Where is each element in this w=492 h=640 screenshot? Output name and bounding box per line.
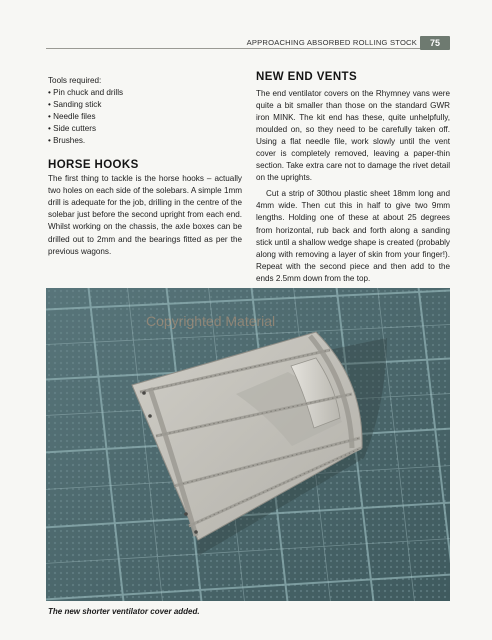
end-vents-paragraph-2: Cut a strip of 30thou plastic sheet 18mm long and 4mm wide. Then cut this in half to give two 9mm lengths. Holding one of these at about 25 degrees from horizontal, rub back and forth along a sanding stick until a shallow wedge shape is created (probably along with removing a layer of skin from your finger!). Repeat with the second piece and then add to the ends 2.5mm down from the top. bbox=[256, 189, 450, 283]
left-column bbox=[48, 75, 242, 258]
ventilator-photo bbox=[46, 288, 450, 601]
horse-hooks-heading: HORSE HOOKS bbox=[48, 159, 139, 172]
end-vents-paragraph-1: The end ventilator covers on the Rhymney vans were quite a bit smaller than those on the standard GWR iron MINK. The kit end has these, quite unhelpfully, moulded on, so they need to be carefully taken off. Using a flat needle file, work slowly until the vent cover is completely removed, leaving a paper-thin section. Take extra care not to damage the rivet detail on the uprights. bbox=[256, 89, 450, 183]
photo-caption: The new shorter ventilator cover added. bbox=[48, 607, 200, 616]
page-number: 75 bbox=[420, 36, 450, 50]
end-vents-heading: NEW END VENTS bbox=[256, 71, 358, 83]
running-title: APPROACHING ABSORBED ROLLING STOCK bbox=[246, 38, 417, 47]
tools-list bbox=[48, 87, 242, 147]
tools-title: Tools required: bbox=[48, 76, 102, 85]
list-item: • Needle files bbox=[48, 112, 96, 122]
list-item: • Pin chuck and drills bbox=[48, 88, 124, 98]
list-item: • Side cutters bbox=[48, 124, 97, 134]
ventilator-photo-illustration bbox=[46, 288, 450, 601]
list-item: • Brushes. bbox=[48, 136, 86, 146]
horse-hooks-paragraph: The first thing to tackle is the horse hooks – actually two holes on each side of the solebars. A simple 1mm drill is adequate for the job, drilling in the centre of the solebar just before the second upright from each end. Whilst working on the chassis, the axle boxes can be drilled out to 2mm and the bearings fitted as per the previous wagons. bbox=[48, 174, 242, 256]
right-column bbox=[256, 70, 450, 285]
list-item: • Sanding stick bbox=[48, 100, 102, 110]
photo-watermark: Copyrighted Material bbox=[146, 313, 276, 329]
header-rule bbox=[46, 48, 420, 49]
